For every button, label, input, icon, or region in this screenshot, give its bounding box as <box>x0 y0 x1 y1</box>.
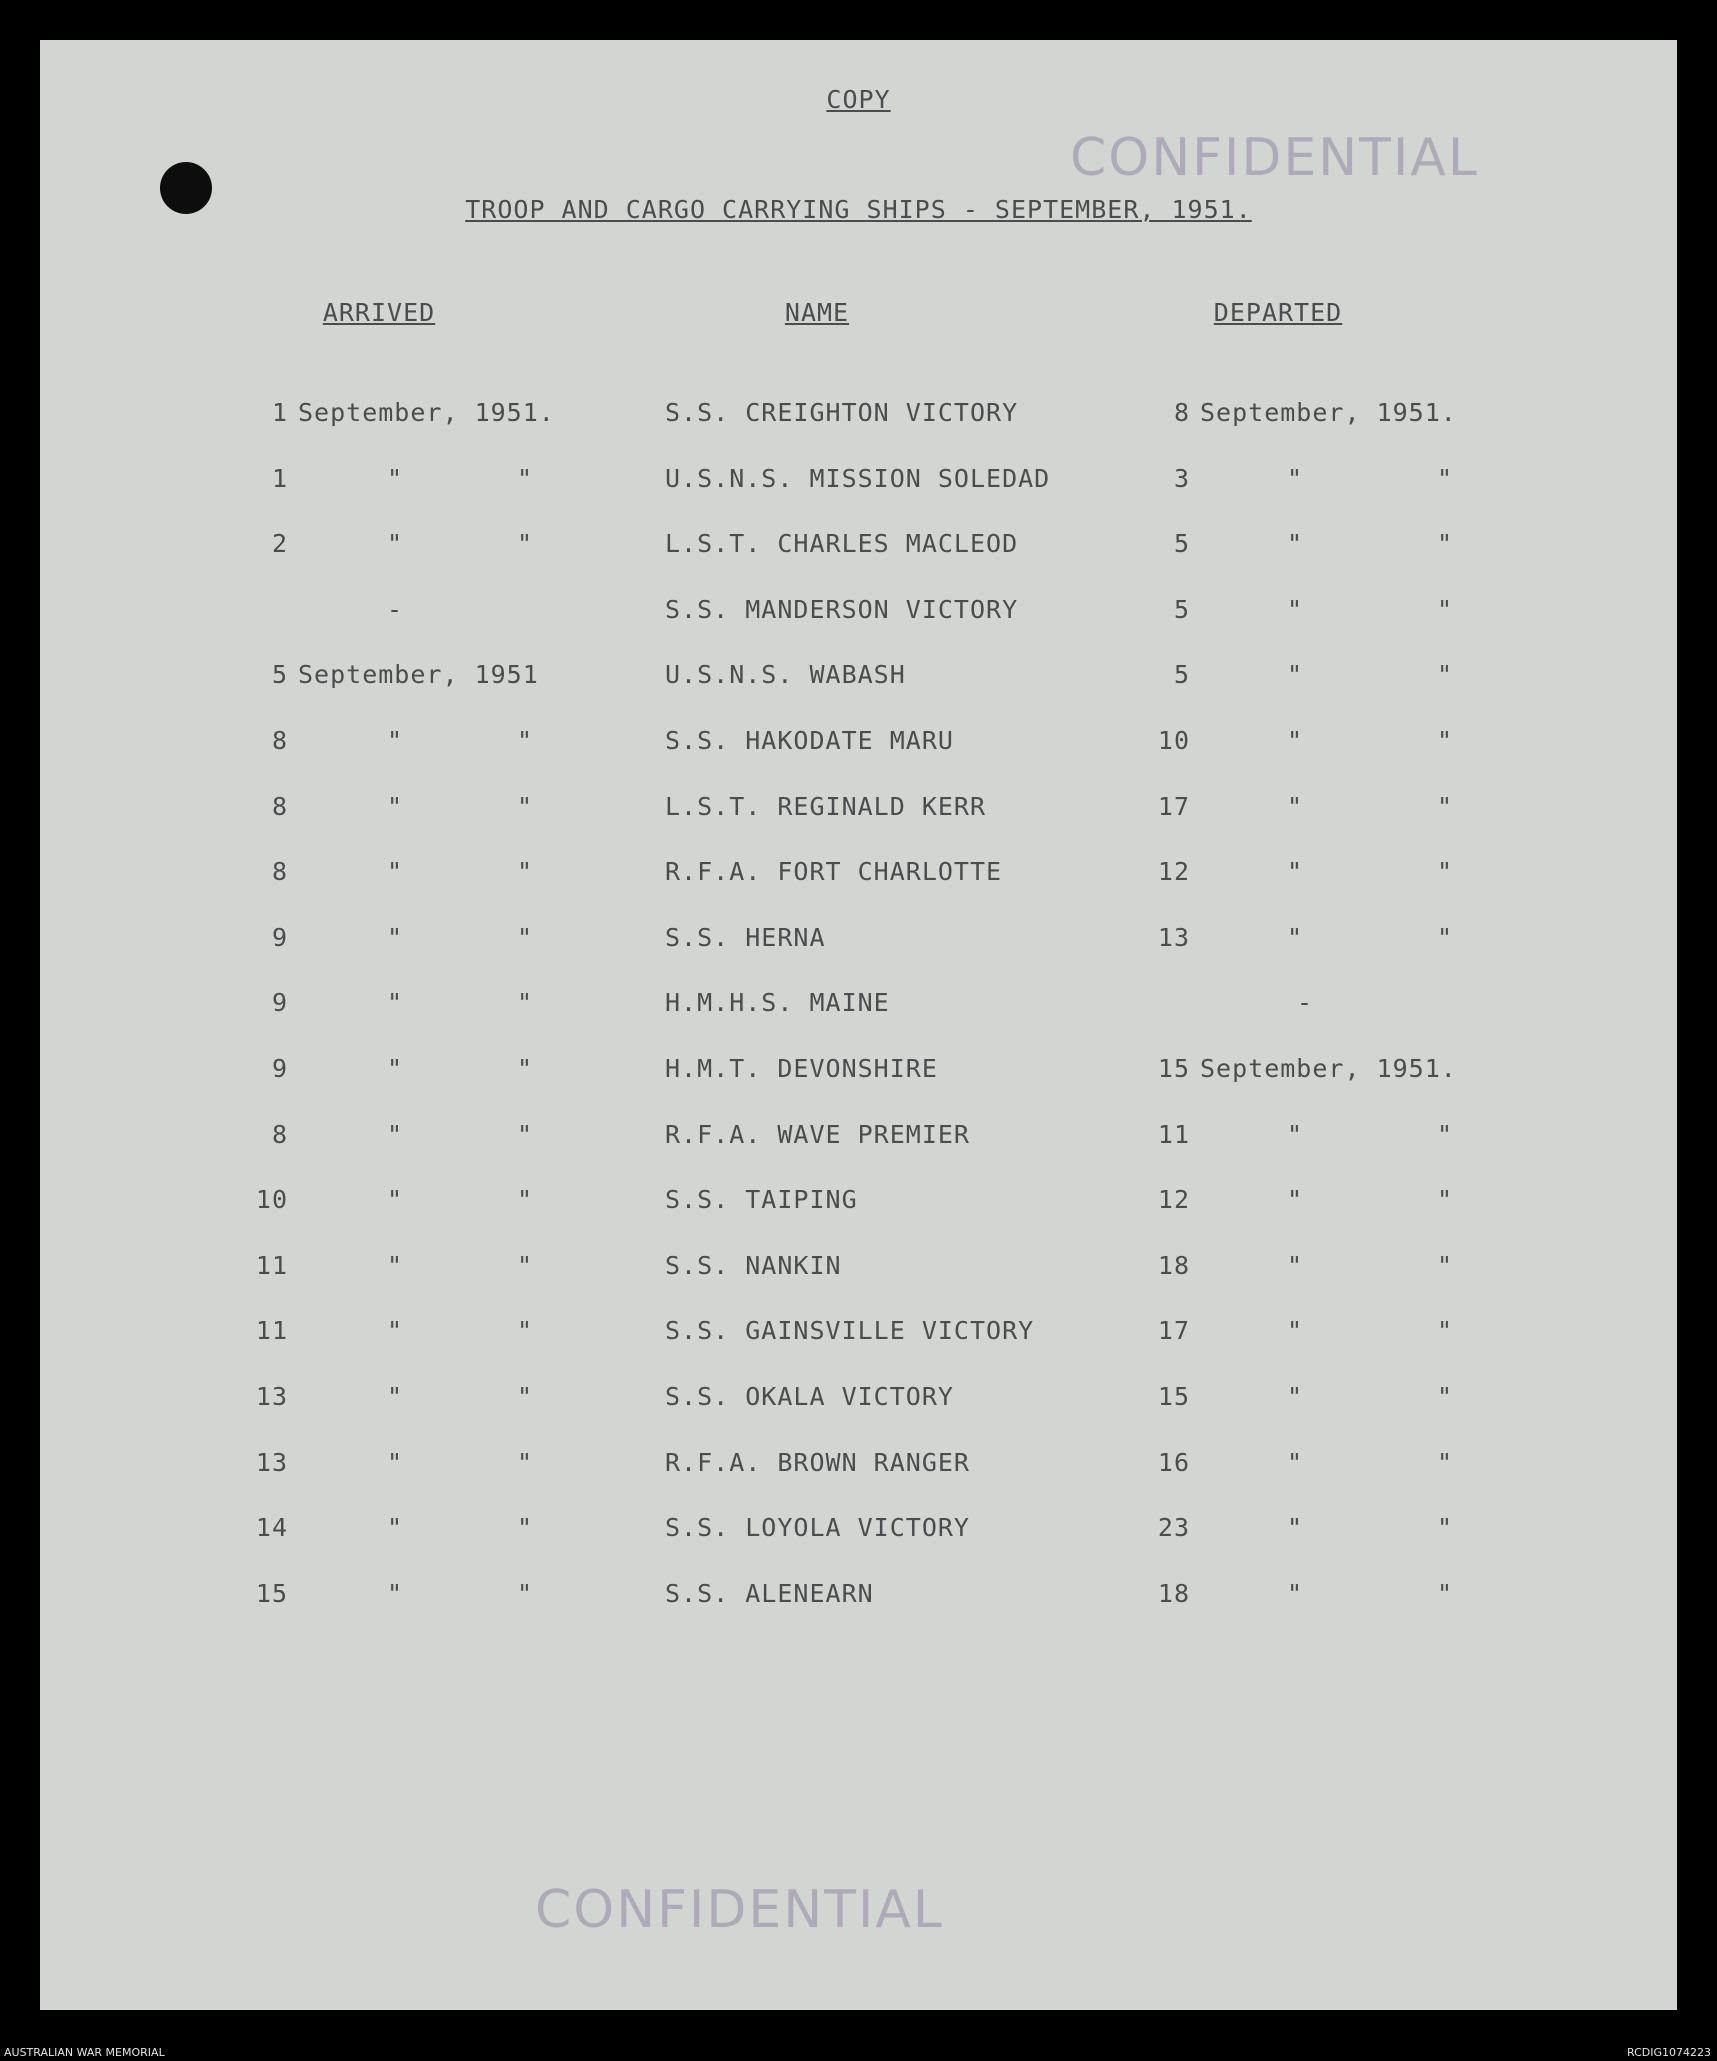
arrived-ditto-month: " <box>386 1053 404 1083</box>
departed-ditto-year: " <box>1436 1381 1454 1411</box>
ship-name: H.M.T. DEVONSHIRE <box>665 1053 938 1083</box>
departed-day: 10 <box>1157 725 1190 755</box>
departed-ditto-month: " <box>1286 1250 1304 1280</box>
departed-ditto-month: " <box>1286 922 1304 952</box>
departed-ditto-year: " <box>1436 463 1454 493</box>
departed-ditto-month: " <box>1286 1513 1304 1543</box>
arrived-day: 11 <box>255 1316 288 1346</box>
arrived-ditto-month: " <box>386 1381 404 1411</box>
departed-ditto-year: " <box>1436 529 1454 559</box>
departed-ditto-month: " <box>1286 1447 1304 1477</box>
table-row <box>40 1054 1677 1120</box>
footer-reference: RCDIG1074223 <box>1626 2046 1711 2059</box>
departed-ditto-year: " <box>1436 791 1454 821</box>
departed-day: 13 <box>1157 922 1190 952</box>
footer-credit: AUSTRALIAN WAR MEMORIAL <box>4 2046 165 2059</box>
departed-ditto-month: " <box>1286 529 1304 559</box>
arrived-ditto-month: " <box>386 1185 404 1215</box>
arrived-ditto-month: " <box>386 463 404 493</box>
departed-day: 12 <box>1157 857 1190 887</box>
arrived-ditto-year: " <box>516 1316 534 1346</box>
arrived-day: 11 <box>255 1250 288 1280</box>
arrived-ditto-month: " <box>386 922 404 952</box>
departed-day: 5 <box>1173 594 1190 624</box>
arrived-ditto-month: " <box>386 1447 404 1477</box>
ship-name: S.S. GAINSVILLE VICTORY <box>665 1316 1035 1346</box>
departed-day: 3 <box>1173 463 1190 493</box>
ship-name: U.S.N.S. WABASH <box>665 660 906 690</box>
arrived-ditto-month: " <box>386 529 404 559</box>
ship-name: S.S. HAKODATE MARU <box>665 725 954 755</box>
arrived-ditto-month: " <box>386 1119 404 1149</box>
arrived-ditto-year: " <box>516 922 534 952</box>
departed-ditto-year: " <box>1436 660 1454 690</box>
table-row <box>40 1120 1677 1186</box>
header-name: NAME <box>784 298 850 327</box>
arrived-day: 14 <box>255 1513 288 1543</box>
departed-ditto-year: " <box>1436 1316 1454 1346</box>
table-row <box>40 1448 1677 1514</box>
arrived-ditto-year: " <box>516 1185 534 1215</box>
departed-ditto-year: " <box>1436 1447 1454 1477</box>
departed-day: 23 <box>1157 1513 1190 1543</box>
document-page <box>40 40 1677 2010</box>
arrived-day: 9 <box>271 922 288 952</box>
arrived-day: 8 <box>271 791 288 821</box>
arrived-day: 1 <box>271 463 288 493</box>
departed-day: 15 <box>1157 1381 1190 1411</box>
arrived-ditto-year: " <box>516 791 534 821</box>
arrived-day: 8 <box>271 1119 288 1149</box>
arrived-ditto-year: " <box>516 1447 534 1477</box>
departed-day: 12 <box>1157 1185 1190 1215</box>
arrived-ditto-month: " <box>386 1250 404 1280</box>
table-row <box>40 923 1677 989</box>
arrived-dash: - <box>386 594 404 624</box>
document-title: TROOP AND CARGO CARRYING SHIPS - SEPTEMBER, 1951. <box>465 195 1252 224</box>
departed-ditto-year: " <box>1436 594 1454 624</box>
departed-day: 18 <box>1157 1250 1190 1280</box>
arrived-ditto-year: " <box>516 1119 534 1149</box>
ship-name: L.S.T. REGINALD KERR <box>665 791 987 821</box>
ship-name: S.S. LOYOLA VICTORY <box>665 1513 970 1543</box>
departed-date: September, 1951. <box>1200 1053 1457 1083</box>
departed-ditto-year: " <box>1436 857 1454 887</box>
departed-day: 16 <box>1157 1447 1190 1477</box>
table-row <box>40 398 1677 464</box>
departed-ditto-month: " <box>1286 1119 1304 1149</box>
table-row <box>40 464 1677 530</box>
ship-list <box>40 398 1677 1644</box>
departed-date: September, 1951. <box>1200 398 1457 427</box>
departed-ditto-year: " <box>1436 1250 1454 1280</box>
table-row <box>40 1382 1677 1448</box>
table-row <box>40 1579 1677 1645</box>
table-row <box>40 1251 1677 1317</box>
table-row <box>40 1316 1677 1382</box>
departed-ditto-year: " <box>1436 725 1454 755</box>
departed-ditto-year: " <box>1436 1513 1454 1543</box>
table-row <box>40 529 1677 595</box>
arrived-day: 9 <box>271 1053 288 1083</box>
arrived-day: 8 <box>271 857 288 887</box>
arrived-ditto-year: " <box>516 857 534 887</box>
departed-ditto-year: " <box>1436 1119 1454 1149</box>
arrived-ditto-month: " <box>386 725 404 755</box>
arrived-day: 13 <box>255 1447 288 1477</box>
arrived-day: 15 <box>255 1578 288 1608</box>
departed-ditto-month: " <box>1286 1381 1304 1411</box>
ship-name: H.M.H.S. MAINE <box>665 988 890 1018</box>
departed-ditto-month: " <box>1286 660 1304 690</box>
arrived-day: 8 <box>271 725 288 755</box>
arrived-day: 13 <box>255 1381 288 1411</box>
ship-name: S.S. CREIGHTON VICTORY <box>665 398 1019 427</box>
departed-ditto-month: " <box>1286 463 1304 493</box>
departed-day: 17 <box>1157 791 1190 821</box>
table-row <box>40 792 1677 858</box>
arrived-ditto-month: " <box>386 1578 404 1608</box>
table-row <box>40 1185 1677 1251</box>
table-row <box>40 660 1677 726</box>
arrived-ditto-month: " <box>386 988 404 1018</box>
arrived-ditto-year: " <box>516 1578 534 1608</box>
arrived-ditto-year: " <box>516 1053 534 1083</box>
ship-name: U.S.N.S. MISSION SOLEDAD <box>665 463 1051 493</box>
table-row <box>40 726 1677 792</box>
header-departed: DEPARTED <box>1213 298 1343 327</box>
table-row <box>40 1513 1677 1579</box>
ship-name: R.F.A. BROWN RANGER <box>665 1447 970 1477</box>
ship-name: R.F.A. FORT CHARLOTTE <box>665 857 1003 887</box>
arrived-day: 5 <box>271 660 288 690</box>
departed-dash: - <box>1296 988 1314 1018</box>
arrived-date: September, 1951 <box>298 660 539 690</box>
departed-day: 5 <box>1173 529 1190 559</box>
arrived-ditto-month: " <box>386 1316 404 1346</box>
ship-name: S.S. NANKIN <box>665 1250 842 1280</box>
arrived-day: 2 <box>271 529 288 559</box>
arrived-ditto-year: " <box>516 529 534 559</box>
ship-name: S.S. HERNA <box>665 922 826 952</box>
departed-ditto-month: " <box>1286 594 1304 624</box>
arrived-ditto-year: " <box>516 463 534 493</box>
arrived-ditto-month: " <box>386 791 404 821</box>
arrived-day: 10 <box>255 1185 288 1215</box>
ship-name: S.S. TAIPING <box>665 1185 858 1215</box>
departed-ditto-year: " <box>1436 1185 1454 1215</box>
table-row <box>40 595 1677 661</box>
arrived-ditto-year: " <box>516 1250 534 1280</box>
ship-name: S.S. ALENEARN <box>665 1578 874 1608</box>
arrived-ditto-year: " <box>516 1381 534 1411</box>
table-row <box>40 988 1677 1054</box>
arrived-ditto-year: " <box>516 1513 534 1543</box>
header-arrived: ARRIVED <box>322 298 436 327</box>
departed-day: 8 <box>1173 398 1190 427</box>
departed-ditto-month: " <box>1286 791 1304 821</box>
ship-name: L.S.T. CHARLES MACLEOD <box>665 529 1019 559</box>
departed-day: 15 <box>1157 1053 1190 1083</box>
ship-name: R.F.A. WAVE PREMIER <box>665 1119 970 1149</box>
departed-day: 17 <box>1157 1316 1190 1346</box>
departed-day: 5 <box>1173 660 1190 690</box>
departed-day: 18 <box>1157 1578 1190 1608</box>
arrived-ditto-year: " <box>516 725 534 755</box>
copy-label: COPY <box>826 85 891 114</box>
arrived-day: 1 <box>271 398 288 427</box>
confidential-stamp-top: CONFIDENTIAL <box>1070 128 1479 188</box>
arrived-ditto-month: " <box>386 1513 404 1543</box>
departed-ditto-month: " <box>1286 857 1304 887</box>
departed-ditto-month: " <box>1286 1316 1304 1346</box>
confidential-stamp-bottom: CONFIDENTIAL <box>535 1880 944 1940</box>
arrived-ditto-year: " <box>516 988 534 1018</box>
departed-day: 11 <box>1157 1119 1190 1149</box>
departed-ditto-month: " <box>1286 725 1304 755</box>
departed-ditto-year: " <box>1436 922 1454 952</box>
departed-ditto-month: " <box>1286 1185 1304 1215</box>
arrived-day: 9 <box>271 988 288 1018</box>
arrived-ditto-month: " <box>386 857 404 887</box>
arrived-date: September, 1951. <box>298 398 555 427</box>
table-row <box>40 857 1677 923</box>
departed-ditto-year: " <box>1436 1578 1454 1608</box>
departed-ditto-month: " <box>1286 1578 1304 1608</box>
ship-name: S.S. OKALA VICTORY <box>665 1381 954 1411</box>
ship-name: S.S. MANDERSON VICTORY <box>665 594 1019 624</box>
